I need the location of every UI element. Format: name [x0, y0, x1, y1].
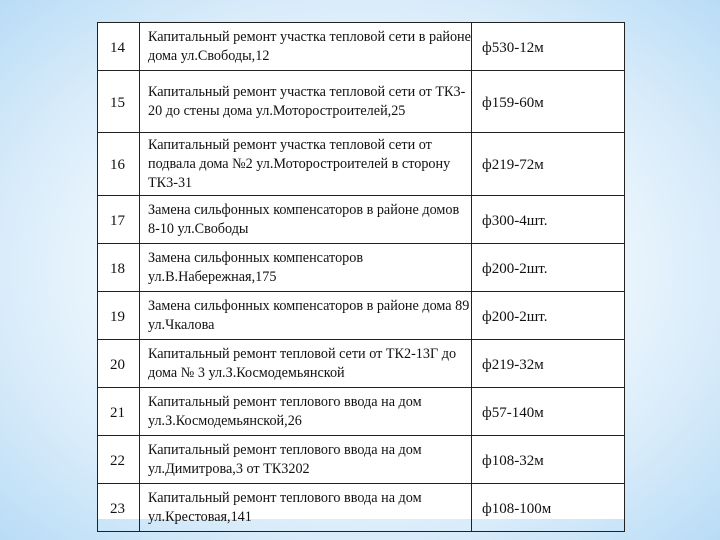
table-row — [98, 388, 625, 436]
document-sheet — [97, 22, 624, 525]
repair-works-table — [97, 22, 625, 532]
table-row — [98, 133, 625, 196]
table-row — [98, 340, 625, 388]
work-description: Капитальный ремонт теплового ввода на дом ул.З.Космодемьянской,26 — [140, 388, 472, 436]
row-number: 17 — [98, 196, 140, 244]
row-number: 18 — [98, 244, 140, 292]
pipe-size: ф300-4шт. — [472, 196, 625, 244]
table-row — [98, 196, 625, 244]
table-row — [98, 244, 625, 292]
table-row — [98, 71, 625, 133]
work-description: Замена сильфонных компенсаторов ул.В.Набережная,175 — [140, 244, 472, 292]
row-number: 19 — [98, 292, 140, 340]
work-description: Капитальный ремонт участка тепловой сети от подвала дома №2 ул.Моторостроителей в сторону ТК3-31 — [140, 133, 472, 196]
work-description: Капитальный ремонт теплового ввода на дом ул.Крестовая,141 — [140, 484, 472, 532]
pipe-size: ф108-32м — [472, 436, 625, 484]
row-number: 16 — [98, 133, 140, 196]
pipe-size: ф57-140м — [472, 388, 625, 436]
row-number: 21 — [98, 388, 140, 436]
work-description: Капитальный ремонт теплового ввода на дом ул.Димитрова,3 от ТК3202 — [140, 436, 472, 484]
table-row — [98, 484, 625, 532]
pipe-size: ф200-2шт. — [472, 292, 625, 340]
pipe-size: ф219-32м — [472, 340, 625, 388]
pipe-size: ф200-2шт. — [472, 244, 625, 292]
pipe-size: ф219-72м — [472, 133, 625, 196]
row-number: 15 — [98, 71, 140, 133]
table-row — [98, 23, 625, 71]
work-description: Капитальный ремонт участка тепловой сети от ТК3-20 до стены дома ул.Моторостроителей,25 — [140, 71, 472, 133]
table-row — [98, 436, 625, 484]
pipe-size: ф159-60м — [472, 71, 625, 133]
pipe-size: ф530-12м — [472, 23, 625, 71]
row-number: 22 — [98, 436, 140, 484]
row-number: 14 — [98, 23, 140, 71]
work-description: Капитальный ремонт участка тепловой сети в районе дома ул.Свободы,12 — [140, 23, 472, 71]
row-number: 20 — [98, 340, 140, 388]
work-description: Замена сильфонных компенсаторов в районе дома 89 ул.Чкалова — [140, 292, 472, 340]
work-description: Замена сильфонных компенсаторов в районе домов 8-10 ул.Свободы — [140, 196, 472, 244]
work-description: Капитальный ремонт тепловой сети от ТК2-13Г до дома № 3 ул.З.Космодемьянской — [140, 340, 472, 388]
table-row — [98, 292, 625, 340]
row-number: 23 — [98, 484, 140, 532]
pipe-size: ф108-100м — [472, 484, 625, 532]
